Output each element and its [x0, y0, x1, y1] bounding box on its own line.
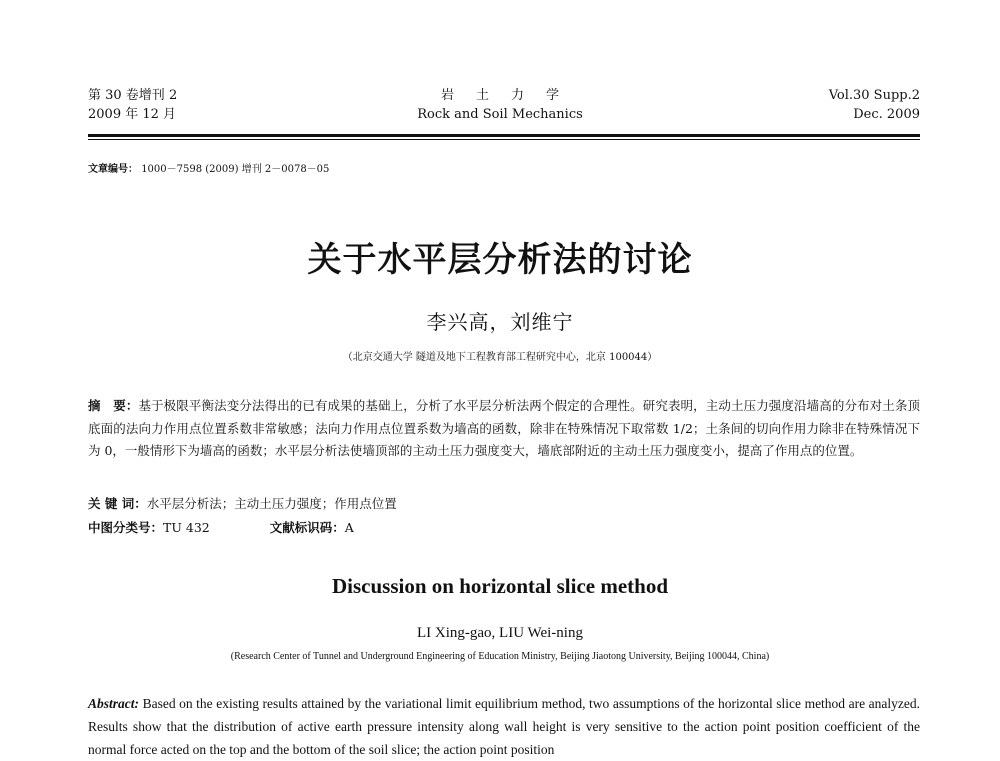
article-number-label: 文章编号：	[88, 164, 138, 175]
clc-label: 中图分类号：	[88, 520, 164, 535]
header-rule-thin	[88, 139, 920, 140]
journal-name-cn: 岩土力学	[440, 88, 581, 103]
authors-cn: 李兴高，刘维宁	[426, 310, 574, 334]
doc-code-value: A	[344, 520, 354, 535]
abstract-en-text: Based on the existing results attained by the variational limit equilibrium method, two assumptions of the horizontal slice method are analyzed. Results show that the distribution of active earth pressure intensity along wall height is very sensitive to the action point position coefficient of the normal force acted on the top and the bottom of the soil slice; the action point position	[88, 696, 920, 757]
page-title-en: Discussion on horizontal slice method	[331, 574, 669, 598]
clc-value: TU 432	[163, 520, 210, 535]
header-date-cn: 2009 年 12 月	[88, 107, 177, 122]
abstract-en	[88, 692, 920, 761]
page-title-cn: 关于水平层分析法的讨论	[307, 240, 693, 280]
header-rule-thick	[88, 134, 920, 137]
affiliation-cn: （北京交通大学 隧道及地下工程教育部工程研究中心，北京 100044）	[342, 352, 658, 363]
doc-code-label: 文献标识码：	[269, 520, 345, 535]
header-vol-supp: Vol.30 Supp.2	[828, 88, 920, 103]
abstract-cn-text: 基于极限平衡法变分法得出的已有成果的基础上，分析了水平层分析法两个假定的合理性。研究表明，主动土压力强度沿墙高的分布对土条顶底面的法向力作用点位置系数非常敏感；法向力作用点位置系数为墙高的函数，除非在特殊情况下取常数 1/2；土条间的切向作用力除非在特殊情况下为 0，一般情形下为墙高的函数；水平层分析法使墙顶部的主动土压力强度变大，墙底部附近的主动土压力强度变小，提高了作用点的位置。	[88, 398, 920, 458]
keywords-cn-label: 关 键 词：	[88, 496, 147, 511]
header-volume-en	[829, 86, 920, 124]
article-number	[88, 160, 329, 175]
journal-name-en: Rock and Soil Mechanics	[417, 107, 583, 122]
affiliation-en: (Research Center of Tunnel and Underground Engineering of Education Ministry, Beijing Jiaotong University, Beijing 100044, China)	[230, 651, 770, 662]
abstract-cn-label: 摘 要：	[88, 398, 139, 413]
header-date-en: Dec. 2009	[853, 107, 920, 122]
article-number-value: 1000－7598 (2009) 增刊 2－0078－05	[141, 164, 330, 175]
keywords-cn	[88, 494, 397, 512]
abstract-cn	[88, 395, 920, 463]
classification	[88, 518, 354, 536]
abstract-en-label: Abstract:	[88, 696, 140, 711]
keywords-cn-text: 水平层分析法；主动土压力强度；作用点位置	[146, 496, 397, 511]
authors-en: LI Xing-gao, LIU Wei-ning	[417, 625, 583, 641]
header-volume: 第 30 卷增刊 2	[88, 88, 178, 103]
